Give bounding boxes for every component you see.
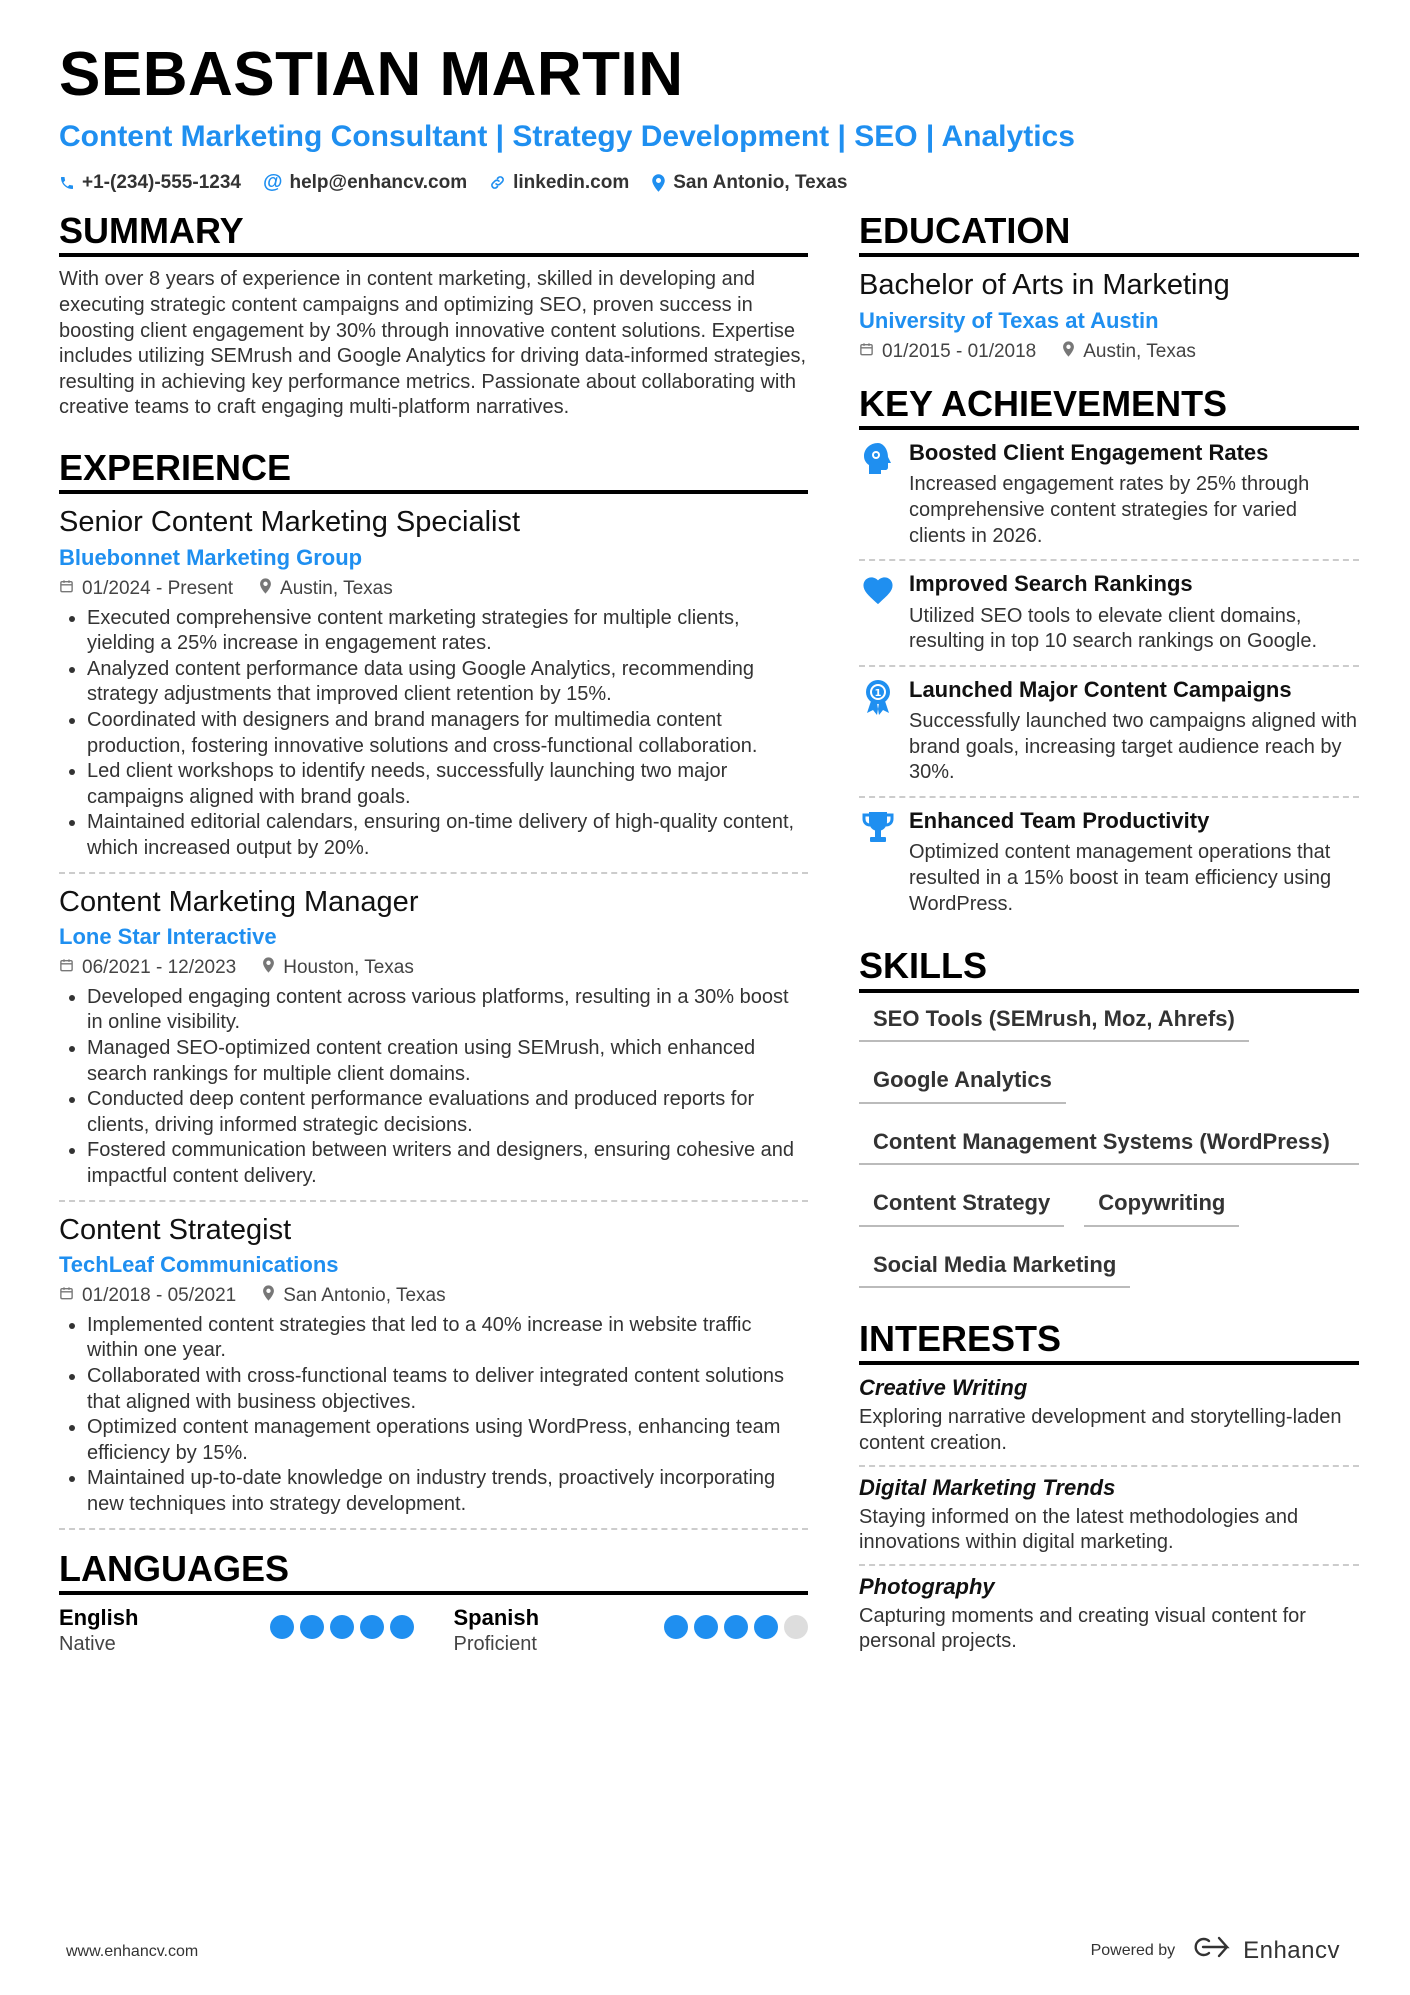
interest-title: Digital Marketing Trends (859, 1474, 1116, 1500)
job-title: Content Strategist (59, 1213, 292, 1246)
interests-heading: INTERESTS (859, 1318, 1359, 1365)
degree: Bachelor of Arts in Marketing (859, 269, 1230, 302)
education-heading: EDUCATION (859, 210, 1359, 257)
job-bullet: • Fostered communication between writers and designers, ensuring cohesive and impactful content delivery. (87, 1138, 808, 1189)
interest-title: Creative Writing (859, 1375, 1028, 1401)
calendar-icon (59, 578, 74, 600)
candidate-name: SEBASTIAN MARTIN (59, 40, 684, 109)
job-dates: 06/2021 - 12/2023 (82, 956, 237, 978)
skills-list (859, 993, 1359, 1301)
achievements-heading: KEY ACHIEVEMENTS (859, 383, 1359, 430)
job-dates: 01/2024 - Present (82, 577, 234, 599)
linkedin-text: linkedin.com (513, 171, 630, 193)
rating-dot-filled (724, 1615, 748, 1639)
job-bullet: • Coordinated with designers and brand managers for multimedia content production, fostering innovative solutions and cross-functional collaboration. (87, 708, 808, 759)
job-bullets (59, 606, 808, 862)
job-meta (59, 1285, 808, 1307)
interest-item (859, 1475, 1359, 1566)
contact-phone[interactable] (59, 171, 241, 194)
map-pin-icon (259, 578, 272, 600)
location-text: San Antonio, Texas (673, 171, 848, 193)
skill-tag: SEO Tools (SEMrush, Moz, Ahrefs) (859, 993, 1249, 1043)
rating-dot-filled (300, 1615, 324, 1639)
map-pin-icon (262, 1285, 275, 1307)
right-column (859, 210, 1359, 1671)
svg-text:1: 1 (874, 687, 882, 699)
language-rating (664, 1615, 808, 1639)
job-bullet: • Developed engaging content across various platforms, resulting in a 30% boost in online visibility. (87, 985, 808, 1036)
phone-text: +1-(234)-555-1234 (82, 171, 241, 193)
achievement-title: Improved Search Rankings (909, 571, 1193, 597)
calendar-icon (859, 341, 874, 363)
skill-tag: Social Media Marketing (859, 1239, 1130, 1289)
languages-list (59, 1605, 808, 1656)
achievement-desc: Utilized SEO tools to elevate client domains, resulting in top 10 search rankings on Google. (909, 604, 1318, 653)
contact-linkedin[interactable] (489, 171, 629, 194)
school-name: University of Texas at Austin (859, 307, 1159, 333)
job-entry (59, 1212, 808, 1530)
email-text: help@enhancv.com (289, 171, 468, 193)
job-bullet: • Implemented content strategies that led to a 40% increase in website traffic within one year. (87, 1313, 808, 1364)
map-pin-icon (1062, 341, 1075, 363)
job-bullet: • Optimized content management operations using WordPress, enhancing team efficiency by 15%. (87, 1415, 808, 1466)
rating-dot-filled (330, 1615, 354, 1639)
achievement-desc: Increased engagement rates by 25% through comprehensive content strategies for varied clients in 2026. (909, 473, 1310, 547)
language-name: English (59, 1604, 139, 1630)
rating-dot-filled (664, 1615, 688, 1639)
job-location: Austin, Texas (280, 577, 393, 599)
language-name: Spanish (453, 1604, 540, 1630)
map-pin-icon (651, 174, 666, 192)
education-meta (859, 341, 1359, 363)
left-column (59, 210, 808, 1656)
achievement-title: Enhanced Team Productivity (909, 807, 1210, 833)
interests-list (859, 1375, 1359, 1663)
rating-dot-filled (390, 1615, 414, 1639)
job-location: San Antonio, Texas (283, 1284, 446, 1306)
job-bullets (59, 985, 808, 1190)
job-bullet: • Executed comprehensive content marketing strategies for multiple clients, yielding a 25% increase in engagement rates. (87, 606, 808, 657)
language-item (59, 1605, 414, 1656)
summary-heading: SUMMARY (59, 210, 808, 257)
achievements-list (859, 430, 1359, 927)
skill-tag: Content Management Systems (WordPress) (859, 1116, 1359, 1166)
skill-tag: Google Analytics (859, 1054, 1066, 1104)
job-bullet: • Led client workshops to identify needs, successfully launching two major campaigns aligned with brand goals. (87, 759, 808, 810)
company-name: Lone Star Interactive (59, 923, 277, 949)
language-level: Proficient (453, 1632, 537, 1655)
tagline: Content Marketing Consultant | Strategy Development | SEO | Analytics (59, 120, 1075, 154)
at-icon: @ (262, 171, 283, 194)
map-pin-icon (262, 957, 275, 979)
achievement-desc: Optimized content management operations that resulted in a 15% boost in team efficiency using WordPress. (909, 841, 1332, 915)
achievement-title: Launched Major Content Campaigns (909, 676, 1292, 702)
rating-dot-empty (784, 1615, 808, 1639)
achievement-desc: Successfully launched two campaigns aligned with brand goals, increasing target audience reach by 30%. (909, 710, 1358, 784)
job-location: Houston, Texas (283, 956, 414, 978)
rating-dot-filled (360, 1615, 384, 1639)
job-bullets (59, 1313, 808, 1518)
company-name: TechLeaf Communications (59, 1251, 339, 1277)
skills-heading: SKILLS (859, 945, 1359, 992)
interest-item (859, 1574, 1359, 1663)
brain-icon (859, 440, 897, 549)
trophy-icon (859, 808, 897, 917)
job-meta (59, 578, 808, 600)
achievement-title: Boosted Client Engagement Rates (909, 440, 1269, 466)
interest-desc: Exploring narrative development and storytelling-laden content creation. (859, 1406, 1342, 1454)
language-rating (270, 1615, 414, 1639)
job-bullet: • Collaborated with cross-functional teams to deliver integrated content solutions that aligned with business objectives. (87, 1364, 808, 1415)
heart-icon (859, 571, 897, 655)
link-icon (489, 174, 506, 191)
summary-text: With over 8 years of experience in content marketing, skilled in developing and executing strategic content campaigns and optimizing SEO, proven success in boosting client engagement by 30% through innovative content solutions. Expertise includes utilizing SEMrush and Google Analytics for driving data-informed strategies, resulting in achieving key performance metrics. Passionate about collaborating with creative teams to craft engaging multi-platform narratives. (59, 268, 807, 419)
job-title: Content Marketing Manager (59, 885, 419, 918)
language-item (454, 1605, 809, 1656)
rating-dot-filled (694, 1615, 718, 1639)
job-dates: 01/2018 - 05/2021 (82, 1284, 237, 1306)
achievement-item (859, 561, 1359, 667)
achievement-item (859, 430, 1359, 561)
achievement-item (859, 798, 1359, 927)
interest-desc: Staying informed on the latest methodologies and innovations within digital marketing. (859, 1505, 1299, 1554)
calendar-icon (59, 957, 74, 979)
job-bullet: • Conducted deep content performance evaluations and produced reports for clients, driving informed strategic decisions. (87, 1087, 808, 1138)
job-meta (59, 957, 808, 979)
job-entry (59, 884, 808, 1202)
enhancv-logo-icon (1189, 1935, 1235, 1966)
experience-heading: EXPERIENCE (59, 447, 808, 494)
interest-desc: Capturing moments and creating visual content for personal projects. (859, 1604, 1306, 1653)
interest-item (859, 1375, 1359, 1466)
languages-heading: LANGUAGES (59, 1548, 808, 1595)
contact-location (651, 171, 847, 194)
job-title: Senior Content Marketing Specialist (59, 506, 521, 539)
brand-name: Enhancv (1243, 1936, 1340, 1964)
skill-tag: Content Strategy (859, 1177, 1064, 1227)
award-ribbon-icon (859, 677, 897, 786)
job-bullet: • Maintained editorial calendars, ensuring on-time delivery of high-quality content, which increased output by 20%. (87, 810, 808, 861)
language-level: Native (59, 1632, 116, 1655)
contact-email[interactable] (263, 171, 467, 194)
resume-header (59, 42, 1351, 194)
education-location: Austin, Texas (1083, 340, 1196, 362)
contact-bar (59, 171, 1351, 194)
phone-icon (59, 175, 75, 191)
rating-dot-filled (754, 1615, 778, 1639)
interest-title: Photography (859, 1573, 995, 1599)
calendar-icon (59, 1285, 74, 1307)
job-bullet: • Analyzed content performance data using Google Analytics, recommending strategy adjustments that improved client retention by 15%. (87, 657, 808, 708)
job-bullet: • Maintained up-to-date knowledge on industry trends, proactively incorporating new techniques into strategy development. (87, 1466, 808, 1517)
education-dates: 01/2015 - 01/2018 (882, 340, 1037, 362)
company-name: Bluebonnet Marketing Group (59, 544, 363, 570)
skill-tag: Copywriting (1084, 1177, 1239, 1227)
powered-by-label: Powered by (1090, 1941, 1176, 1959)
enhancv-logo[interactable] (1189, 1935, 1340, 1966)
job-bullet: • Managed SEO-optimized content creation using SEMrush, which enhanced search rankings for multiple client domains. (87, 1036, 808, 1087)
achievement-item (859, 667, 1359, 798)
job-entry (59, 504, 808, 873)
footer-brand (1091, 1935, 1340, 1966)
footer-website[interactable]: www.enhancv.com (66, 1943, 199, 1960)
rating-dot-filled (270, 1615, 294, 1639)
